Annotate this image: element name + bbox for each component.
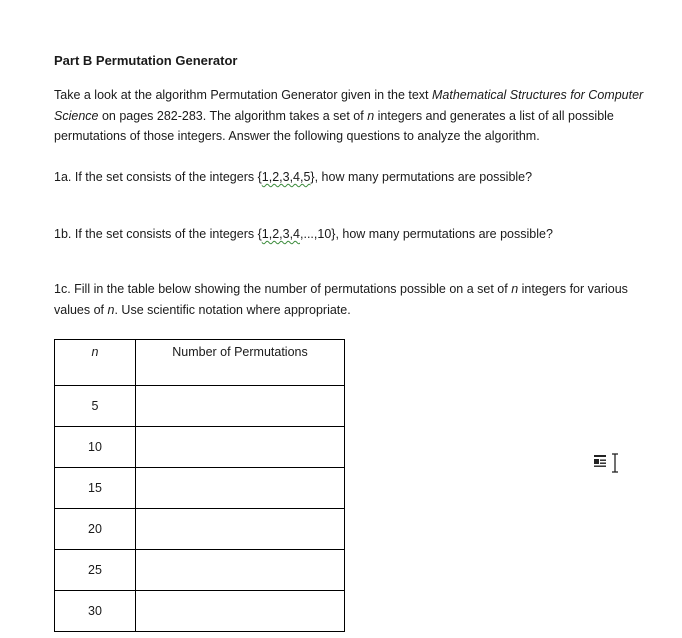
n-variable: n (107, 302, 115, 317)
header-n: n (55, 340, 136, 386)
permutation-answer-cell[interactable] (136, 591, 345, 632)
n-value-cell: 15 (55, 468, 136, 509)
section-heading: Part B Permutation Generator (54, 53, 238, 68)
table-row (55, 386, 345, 427)
header-number-of-permutations: Number of Permutations (136, 340, 345, 386)
spellcheck-set-1a[interactable]: 1,2,3,4,5 (261, 170, 311, 184)
permutation-answer-cell[interactable] (136, 509, 345, 550)
table-row (55, 550, 345, 591)
permutation-answer-cell[interactable] (136, 468, 345, 509)
table-row (55, 509, 345, 550)
question-1c: 1c. Fill in the table below showing the number of permutations possible on a set of n integers for various values of n. Use scientific notation where appropriate. (54, 282, 628, 317)
permutation-answer-cell[interactable] (136, 427, 345, 468)
table-header-row (55, 340, 345, 386)
permutation-answer-cell[interactable] (136, 386, 345, 427)
text-cursor-with-layout-icon (593, 452, 623, 474)
n-value-cell: 30 (55, 591, 136, 632)
intro-paragraph: Take a look at the algorithm Permutation Generator given in the text Mathematical Structures for Computer Science on pages 282-283. The algorithm takes a set of n integers and generates a list of all possible permutations of those integers. Answer the following questions to analyze the algorithm. (54, 88, 644, 143)
table-row (55, 427, 345, 468)
n-value-cell: 10 (55, 427, 136, 468)
permutation-answer-cell[interactable] (136, 550, 345, 591)
book-title: Mathematical Structures for Computer Science (54, 88, 644, 123)
table-row (55, 468, 345, 509)
n-variable: n (511, 282, 519, 296)
n-value-cell: 5 (55, 386, 136, 427)
n-variable: n (367, 108, 375, 123)
question-1a: 1a. If the set consists of the integers {1,2,3,4,5}, how many permutations are possible? (54, 170, 533, 184)
table-row (55, 591, 345, 632)
n-value-cell: 25 (55, 550, 136, 591)
question-1b: 1b. If the set consists of the integers {1,2,3,4,...,10}, how many permutations are possible? (54, 227, 553, 241)
spellcheck-set-1b[interactable]: 1,2,3,4 (261, 227, 300, 241)
n-value-cell: 20 (55, 509, 136, 550)
permutations-table (54, 339, 345, 632)
